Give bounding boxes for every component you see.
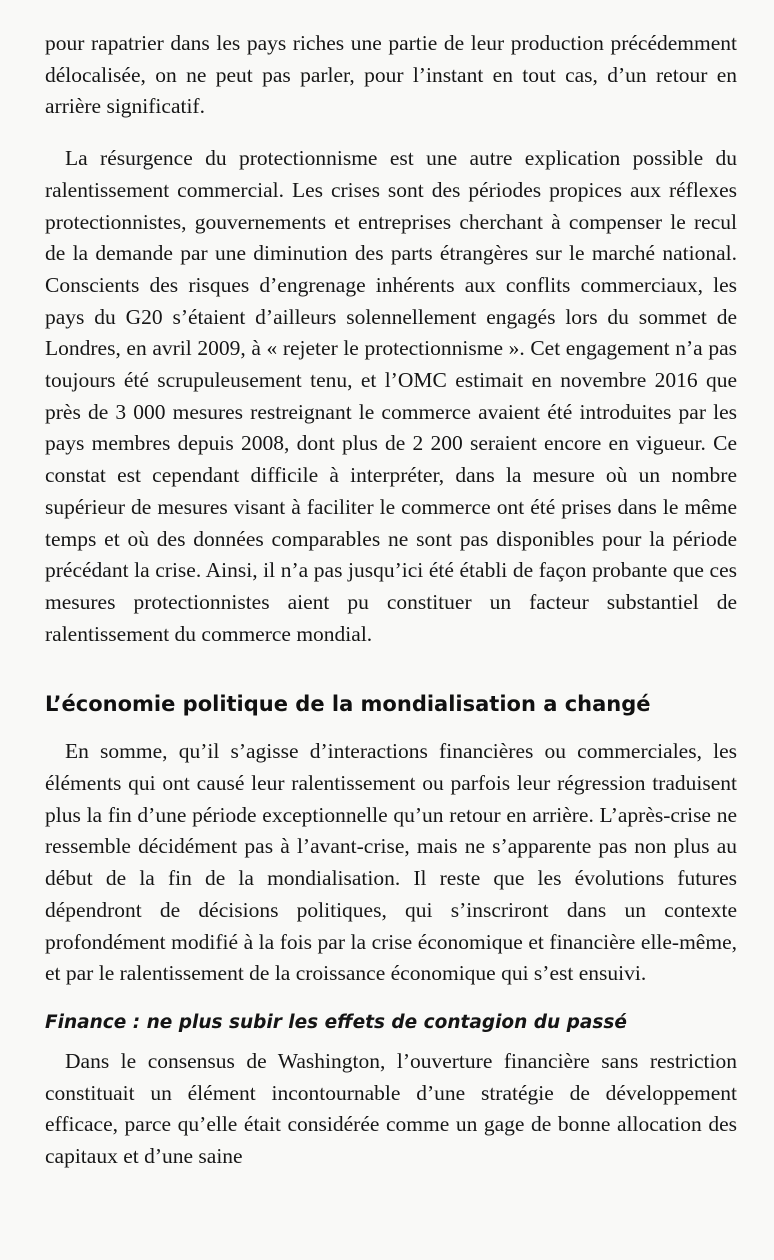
page-body [45,28,737,1173]
paragraph-protectionnisme: La résurgence du protectionnisme est une autre explication possible du ralentissement commercial. Les crises sont des périodes propices aux réflexes protectionnistes, gouvernements et entreprises cherchant à compenser le recul de la demande par une diminution des parts étrangères sur le marché national. Conscients des risques d’engrenage inhérents aux conflits commerciaux, les pays du G20 s’étaient d’ailleurs solennellement engagés lors du sommet de Londres, en avril 2009, à « rejeter le protectionnisme ». Cet engagement n’a pas toujours été scrupuleusement tenu, et l’OMC estimait en novembre 2016 que près de 3 000 mesures restreignant le commerce avaient été introduites par les pays membres depuis 2008, dont plus de 2 200 seraient encore en vigueur. Ce constat est cependant difficile à interpréter, dans la mesure où un nombre supérieur de mesures visant à faciliter le commerce ont été prises dans le même temps et où des données comparables ne sont pas disponibles pour la période précédant la crise. Ainsi, il n’a pas jusqu’ici été établi de façon probante que ces mesures protectionnistes aient pu constituer un facteur substantiel de ralentissement du commerce mondial. [45,146,737,646]
section-heading: L’économie politique de la mondialisation a changé [45,692,651,717]
paragraph-en-somme: En somme, qu’il s’agisse d’interactions financières ou commerciales, les éléments qui ont causé leur ralentissement ou parfois leur régression traduisent plus la fin d’une période exceptionnelle qu’un retour en arrière. L’après-crise ne ressemble décidément pas à l’avant-crise, mais ne s’apparente pas non plus au début de la fin de la mondialisation. Il reste que les évolutions futures dépendront de décisions politiques, qui s’inscriront dans un contexte profondément modifié à la fois par la crise économique et financière elle-même, et par le ralentissement de la croissance économique qui s’est ensuivi. [45,739,737,986]
subsection-heading: Finance : ne plus subir les effets de contagion du passé [45,1011,627,1033]
paragraph-continuation: pour rapatrier dans les pays riches une partie de leur production précédemment délocalisée, on ne peut pas parler, pour l’instant en tout cas, d’un retour en arrière significatif. [45,31,737,119]
paragraph-washington: Dans le consensus de Washington, l’ouverture financière sans restriction constituait un élément incontournable d’une stratégie de développement efficace, parce qu’elle était considérée comme un gage de bonne allocation des capitaux et d’une saine [45,1048,737,1169]
